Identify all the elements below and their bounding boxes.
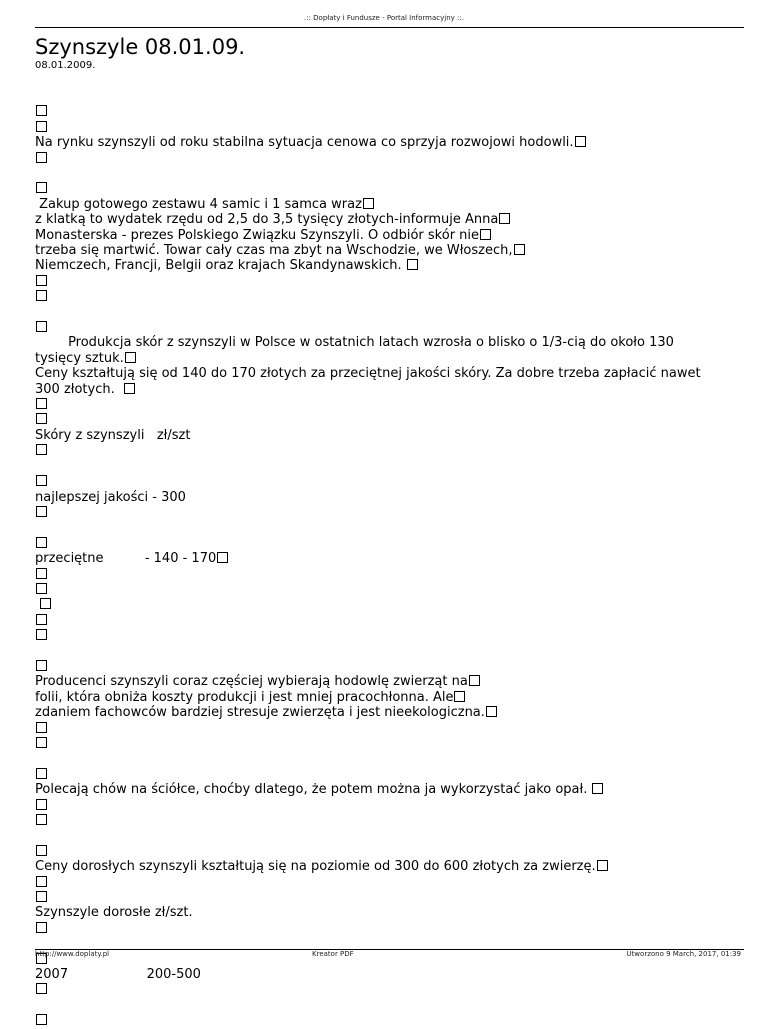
missing-glyph-box-icon xyxy=(217,552,228,563)
article-line xyxy=(35,767,735,782)
missing-glyph-box-icon xyxy=(36,105,47,116)
footer-created: Utworzono 9 March, 2017, 01:39 xyxy=(626,950,741,958)
article-line xyxy=(35,274,735,289)
missing-glyph-box-icon xyxy=(36,398,47,409)
article-line xyxy=(35,120,735,135)
article-line: Monasterska - prezes Polskiego Związku Szynszyli. O odbiór skór nie xyxy=(35,228,735,243)
article-line xyxy=(35,305,735,320)
missing-glyph-box-icon xyxy=(36,506,47,517)
missing-glyph-box-icon xyxy=(36,799,47,810)
missing-glyph-box-icon xyxy=(36,121,47,132)
missing-glyph-box-icon xyxy=(40,598,51,609)
missing-glyph-box-icon xyxy=(36,475,47,486)
article-title: Szynszyle 08.01.09. xyxy=(35,35,246,59)
article-line xyxy=(35,751,735,766)
article-line xyxy=(35,443,735,458)
article-line xyxy=(35,397,735,412)
article-line: trzeba się martwić. Towar cały czas ma zbyt na Wschodzie, we Włoszech, xyxy=(35,243,735,258)
footer-url: http://www.doplaty.pl xyxy=(35,950,110,958)
article-line xyxy=(35,597,735,612)
article-line xyxy=(35,459,735,474)
article-line xyxy=(35,166,735,181)
site-header-title: .:: Dopłaty i Fundusze - Portal Informacyjny ::. xyxy=(304,14,464,22)
article-line: 300 złotych. xyxy=(35,382,735,397)
missing-glyph-box-icon xyxy=(36,845,47,856)
article-line: Produkcja skór z szynszyli w Polsce w ostatnich latach wzrosła o blisko o 1/3-cią do około 130 xyxy=(35,335,674,351)
missing-glyph-box-icon xyxy=(407,259,418,270)
article-date: 08.01.2009. xyxy=(35,60,96,71)
missing-glyph-box-icon xyxy=(597,860,608,871)
footer-generator: Kreator PDF xyxy=(312,950,354,958)
article-line xyxy=(35,736,735,751)
missing-glyph-box-icon xyxy=(36,321,47,332)
missing-glyph-box-icon xyxy=(36,983,47,994)
article-line xyxy=(35,1013,735,1028)
article-line xyxy=(35,844,735,859)
article-line xyxy=(35,582,735,597)
article-line: zdaniem fachowców bardziej stresuje zwierzęta i jest nieekologiczna. xyxy=(35,705,735,720)
article-line: Szynszyle dorosłe zł/szt. xyxy=(35,905,193,921)
article-line: Niemczech, Francji, Belgii oraz krajach Skandynawskich. xyxy=(35,258,735,273)
missing-glyph-box-icon xyxy=(125,352,136,363)
missing-glyph-box-icon xyxy=(36,568,47,579)
article-line: Ceny kształtują się od 140 do 170 złotych za przeciętnej jakości skóry. Za dobre trzeba zapłacić nawet xyxy=(35,366,701,382)
article-line: folii, która obniża koszty produkcji i jest mniej pracochłonna. Ale xyxy=(35,690,735,705)
article-line xyxy=(35,828,735,843)
article-line xyxy=(35,644,735,659)
header-divider xyxy=(35,27,744,28)
article-line xyxy=(35,982,735,997)
article-line xyxy=(35,613,735,628)
missing-glyph-box-icon xyxy=(36,737,47,748)
missing-glyph-box-icon xyxy=(499,213,510,224)
article-line: 2007 200-500 xyxy=(35,967,201,983)
missing-glyph-box-icon xyxy=(486,706,497,717)
article-line xyxy=(35,536,735,551)
missing-glyph-box-icon xyxy=(36,891,47,902)
missing-glyph-box-icon xyxy=(363,198,374,209)
article-line xyxy=(35,412,735,427)
article-line xyxy=(35,875,735,890)
missing-glyph-box-icon xyxy=(480,229,491,240)
missing-glyph-box-icon xyxy=(469,675,480,686)
article-line xyxy=(35,151,735,166)
article-line xyxy=(35,320,735,335)
article-line: tysięcy sztuk. xyxy=(35,351,735,366)
article-line: Polecają chów na ściółce, choćby dlatego, że potem można ja wykorzystać jako opał. xyxy=(35,782,735,797)
missing-glyph-box-icon xyxy=(514,244,525,255)
missing-glyph-box-icon xyxy=(36,444,47,455)
article-line: Zakup gotowego zestawu 4 samic i 1 samca wraz xyxy=(35,197,735,212)
missing-glyph-box-icon xyxy=(36,614,47,625)
article-line xyxy=(35,659,735,674)
missing-glyph-box-icon xyxy=(36,922,47,933)
article-body xyxy=(35,89,735,1029)
missing-glyph-box-icon xyxy=(124,383,135,394)
article-line xyxy=(35,798,735,813)
missing-glyph-box-icon xyxy=(36,152,47,163)
missing-glyph-box-icon xyxy=(592,783,603,794)
article-line: przeciętne - 140 - 170 xyxy=(35,551,735,566)
missing-glyph-box-icon xyxy=(36,290,47,301)
article-line xyxy=(35,890,735,905)
missing-glyph-box-icon xyxy=(36,629,47,640)
missing-glyph-box-icon xyxy=(454,691,465,702)
missing-glyph-box-icon xyxy=(36,876,47,887)
missing-glyph-box-icon xyxy=(36,537,47,548)
missing-glyph-box-icon xyxy=(36,1014,47,1025)
article-line: Skóry z szynszyli zł/szt xyxy=(35,427,191,443)
article-line: Na rynku szynszyli od roku stabilna sytuacja cenowa co sprzyja rozwojowi hodowli. xyxy=(35,135,735,150)
article-line xyxy=(35,289,735,304)
article-line xyxy=(35,474,735,489)
article-line xyxy=(35,104,735,119)
article-line xyxy=(35,921,735,936)
article-line: najlepszej jakości - 300 xyxy=(35,489,186,505)
missing-glyph-box-icon xyxy=(575,136,586,147)
missing-glyph-box-icon xyxy=(36,583,47,594)
missing-glyph-box-icon xyxy=(36,768,47,779)
missing-glyph-box-icon xyxy=(36,814,47,825)
article-line xyxy=(35,89,735,104)
article-line xyxy=(35,628,735,643)
article-line: Ceny dorosłych szynszyli kształtują się na poziomie od 300 do 600 złotych za zwierzę. xyxy=(35,859,735,874)
missing-glyph-box-icon xyxy=(36,660,47,671)
article-line xyxy=(35,181,735,196)
article-line xyxy=(35,721,735,736)
missing-glyph-box-icon xyxy=(36,182,47,193)
missing-glyph-box-icon xyxy=(36,722,47,733)
article-line xyxy=(35,998,735,1013)
article-line xyxy=(35,505,735,520)
article-line xyxy=(35,567,735,582)
article-line: Producenci szynszyli coraz częściej wybierają hodowlę zwierząt na xyxy=(35,674,735,689)
article-line xyxy=(35,520,735,535)
missing-glyph-box-icon xyxy=(36,275,47,286)
article-line xyxy=(35,813,735,828)
missing-glyph-box-icon xyxy=(36,413,47,424)
article-line: z klatką to wydatek rzędu od 2,5 do 3,5 tysięcy złotych-informuje Anna xyxy=(35,212,735,227)
